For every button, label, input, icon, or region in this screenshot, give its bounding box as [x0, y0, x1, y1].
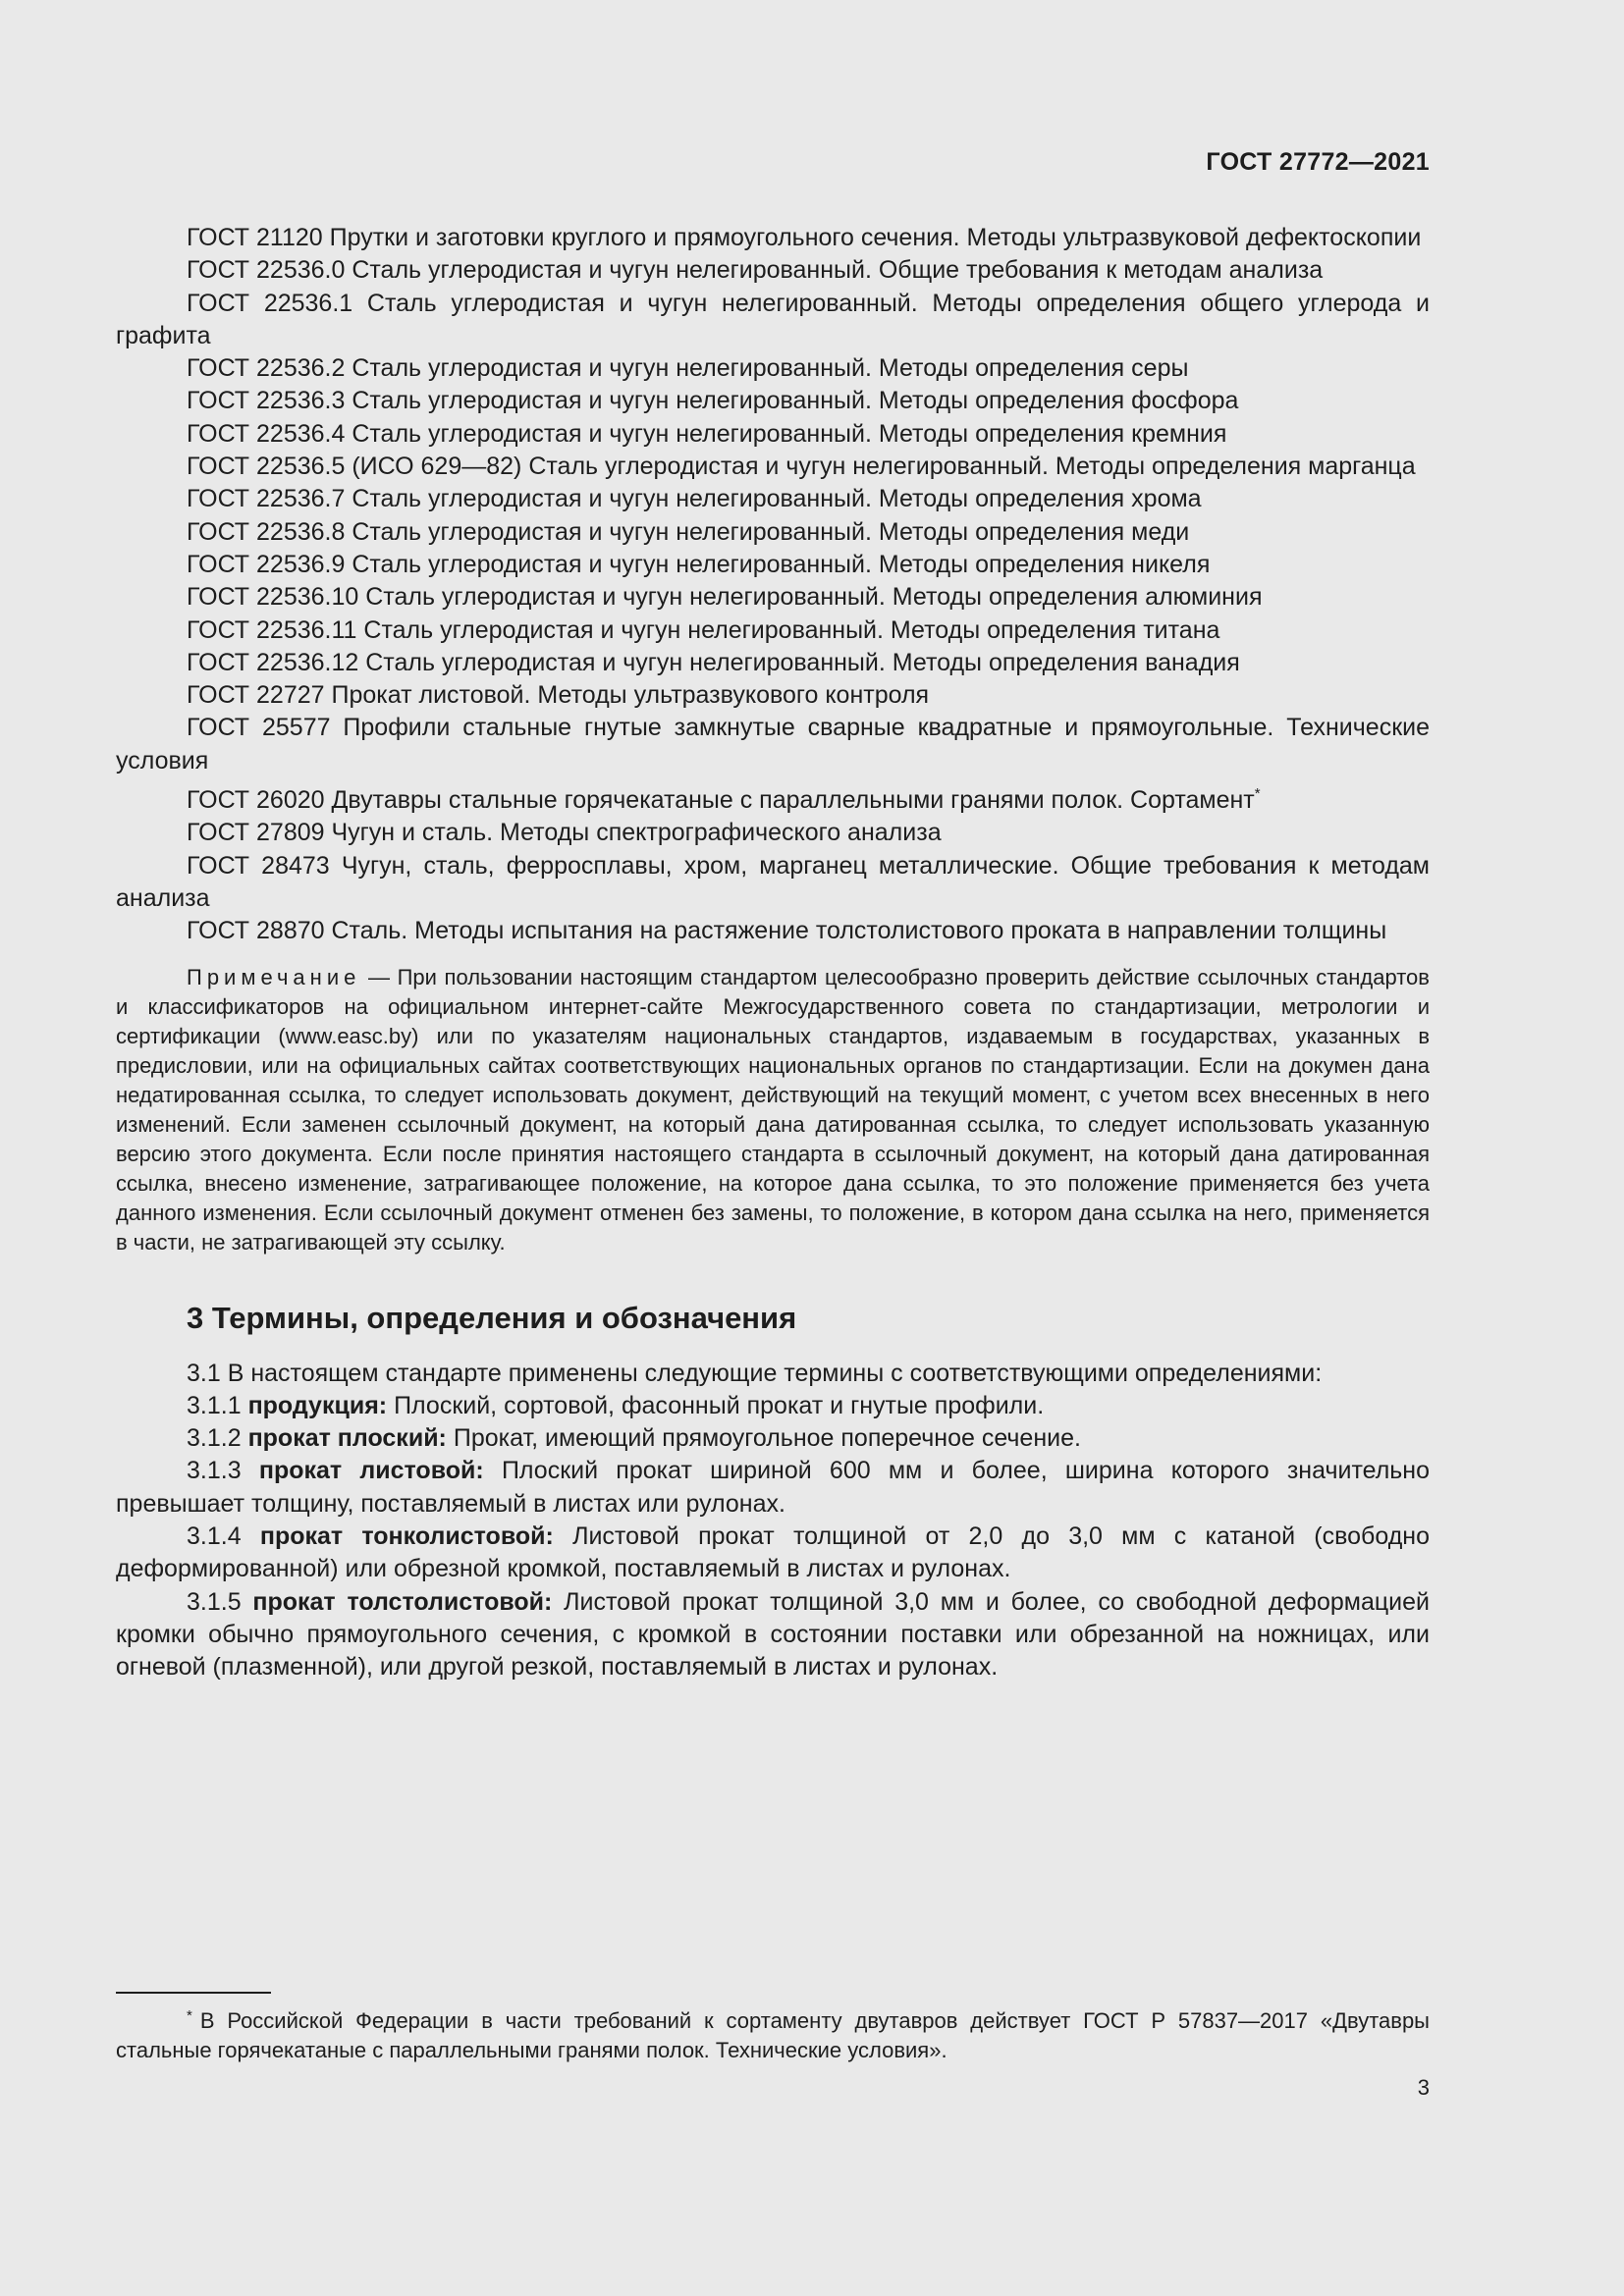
reference-item: ГОСТ 22536.1 Сталь углеродистая и чугун нелегированный. Методы определения общего углерода и графита	[116, 289, 1430, 349]
note	[116, 963, 1430, 1257]
reference-item: ГОСТ 28473 Чугун, сталь, ферросплавы, хром, марганец металлические. Общие требования к методам анализа	[116, 851, 1430, 912]
reference-text: ГОСТ 26020 Двутавры стальные горячекатаные с параллельными гранями полок. Сортамент	[187, 786, 1255, 815]
term-definition: Прокат, имеющий прямоугольное поперечное сечение.	[453, 1424, 1081, 1453]
footnote-reference-mark[interactable]: *	[1254, 785, 1261, 803]
reference-item: ГОСТ 22536.5 (ИСО 629—82) Сталь углеродистая и чугун нелегированный. Методы определения марганца	[187, 453, 1416, 481]
page-number: 3	[1417, 2075, 1430, 2100]
term-definition: Плоский, сортовой, фасонный прокат и гнутые профили.	[394, 1391, 1045, 1419]
term-name: прокат тонколистовой:	[259, 1522, 554, 1551]
reference-item: ГОСТ 27809 Чугун и сталь. Методы спектрографического анализа	[187, 819, 942, 847]
normative-references	[116, 222, 1430, 948]
term-definition: Плоский прокат шириной 600 мм и более, ширина которого значительно превышает толщину, поставляемый в листах или рулонах.	[116, 1457, 1431, 1518]
section-heading: 3 Термины, определения и обозначения	[187, 1300, 797, 1335]
term-number: 3.1.4	[187, 1522, 242, 1551]
reference-item: ГОСТ 22536.9 Сталь углеродистая и чугун нелегированный. Методы определения никеля	[187, 550, 1211, 578]
reference-item: ГОСТ 28870 Сталь. Методы испытания на растяжение толстолистового проката в направлении толщины	[187, 917, 1387, 945]
term-definition: Листовой прокат толщиной от 2,0 до 3,0 мм с катаной (свободно деформированной) или обрезной кромкой, поставляемый в листах и рулонах.	[116, 1522, 1430, 1583]
term-item	[116, 1521, 1430, 1586]
reference-item: ГОСТ 22536.8 Сталь углеродистая и чугун нелегированный. Методы определения меди	[187, 517, 1190, 546]
reference-item	[116, 777, 1430, 817]
reference-item: ГОСТ 22536.11 Сталь углеродистая и чугун нелегированный. Методы определения титана	[187, 615, 1220, 644]
term-number: 3.1.3	[187, 1457, 242, 1485]
terms-list	[116, 1358, 1430, 1684]
term-item	[116, 1422, 1430, 1455]
term-number: 3.1.1	[187, 1391, 242, 1419]
reference-item: ГОСТ 25577 Профили стальные гнутые замкнутые сварные квадратные и прямоугольные. Технические условия	[116, 714, 1430, 774]
term-item	[116, 1455, 1430, 1521]
footnote	[116, 2002, 1430, 2065]
term-name: прокат толстолистовой:	[252, 1587, 553, 1616]
term-item	[116, 1586, 1430, 1684]
reference-item: ГОСТ 22727 Прокат листовой. Методы ультразвукового контроля	[187, 681, 930, 710]
terms-intro: 3.1 В настоящем стандарте применены следующие термины с соответствующими определениями:	[187, 1359, 1323, 1387]
footnote-text: В Российской Федерации в части требований к сортаменту двутавров действует ГОСТ Р 57837—2017 «Двутавры стальные горячекатаные с параллельными гранями полок. Технические условия».	[116, 2008, 1430, 2062]
term-name: прокат листовой:	[258, 1457, 484, 1485]
note-label: Примечание	[187, 964, 361, 989]
footnote-mark: *	[187, 2007, 192, 2024]
reference-item: ГОСТ 22536.10 Сталь углеродистая и чугун нелегированный. Методы определения алюминия	[187, 583, 1263, 612]
term-definition: Листовой прокат толщиной 3,0 мм и более, со свободной деформацией кромки обычно прямоугольного сечения, с кромкой в состоянии поставки или обрезанной на ножницах, или огневой (плазменной), или другой резкой, поставляемый в листах и рулонах.	[116, 1587, 1431, 1682]
reference-item: ГОСТ 22536.4 Сталь углеродистая и чугун нелегированный. Методы определения кремния	[187, 419, 1227, 448]
note-text: — При пользовании настоящим стандартом целесообразно проверить действие ссылочных стандартов и классификаторов на официальном интернет-сайте Межгосударственного совета по стандартизации, метрологии и сертификации (www.easc.by) или по указателям национальных стандартов, издаваемым в государствах, указанных в предисловии, или на официальных сайтах соответствующих национальных органов по стандартизации. Если на докумен дана недатированная ссылка, то следует использовать документ, действующий на текущий момент, с учетом всех внесенных в него изменений. Если заменен ссылочный документ, на который дана датированная ссылка, то следует использовать указанную версию этого документа. Если после принятия настоящего стандарта в ссылочный документ, на который дана датированная ссылка, внесено изменение, затрагивающее положение, на которое дана ссылка, то это положение применяется без учета данного изменения. Если ссылочный документ отменен без замены, то положение, в котором дана ссылка на него, применяется в части, не затрагивающей эту ссылку.	[116, 964, 1430, 1255]
term-number: 3.1.5	[187, 1587, 242, 1616]
page-content	[116, 222, 1430, 1684]
footnote-divider	[116, 1992, 271, 1994]
reference-item: ГОСТ 22536.7 Сталь углеродистая и чугун нелегированный. Методы определения хрома	[187, 485, 1202, 513]
term-name: продукция:	[247, 1391, 388, 1419]
reference-item: ГОСТ 22536.2 Сталь углеродистая и чугун нелегированный. Методы определения серы	[187, 354, 1189, 383]
term-name: прокат плоский:	[247, 1424, 447, 1453]
reference-item: ГОСТ 22536.0 Сталь углеродистая и чугун нелегированный. Общие требования к методам анализа	[187, 256, 1324, 285]
term-number: 3.1.2	[187, 1424, 242, 1453]
term-item	[116, 1390, 1430, 1422]
reference-item: ГОСТ 21120 Прутки и заготовки круглого и прямоугольного сечения. Методы ультразвуковой дефектоскопии	[187, 224, 1422, 251]
document-code: ГОСТ 27772—2021	[1206, 148, 1430, 176]
reference-item: ГОСТ 22536.12 Сталь углеродистая и чугун нелегированный. Методы определения ванадия	[187, 648, 1240, 676]
reference-item: ГОСТ 22536.3 Сталь углеродистая и чугун нелегированный. Методы определения фосфора	[187, 387, 1239, 415]
